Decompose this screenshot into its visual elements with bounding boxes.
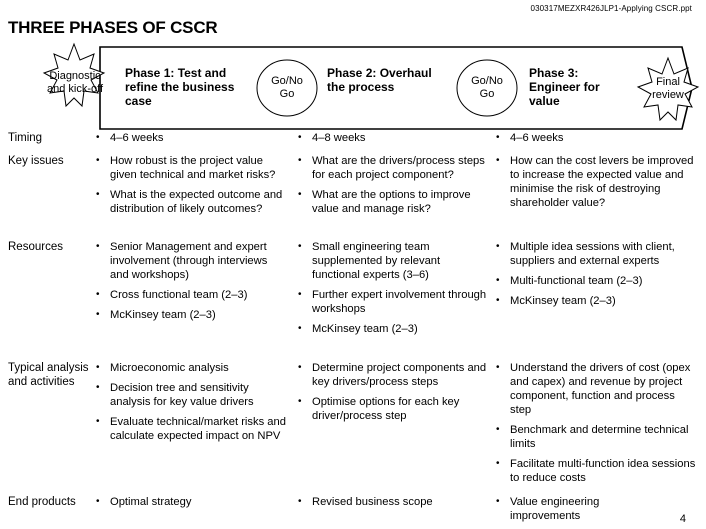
list-item: • McKinsey team (2–3) bbox=[298, 323, 418, 335]
bullet-icon: • bbox=[96, 309, 100, 320]
list-item: • Evaluate technical/market risks and calculate expected impact on NPV bbox=[96, 416, 286, 442]
bullet-icon: • bbox=[96, 416, 100, 427]
page-number: 4 bbox=[679, 513, 686, 525]
key-issues-phase-2 bbox=[298, 154, 488, 222]
bullet-icon: • bbox=[496, 275, 500, 286]
bullet-icon: • bbox=[496, 295, 500, 306]
list-item: • Facilitate multi-function idea sessions to reduce costs bbox=[496, 458, 696, 484]
bullet-icon: • bbox=[496, 155, 500, 166]
bullet-icon: • bbox=[298, 132, 302, 143]
list-item: • Microeconomic analysis bbox=[96, 362, 229, 374]
bullet-icon: • bbox=[496, 362, 500, 373]
phase-timeline-graphic bbox=[0, 0, 706, 130]
list-item: • Optimal strategy bbox=[96, 496, 192, 508]
bullet-icon: • bbox=[496, 241, 500, 252]
bullet-icon: • bbox=[298, 289, 302, 300]
bullet-icon: • bbox=[298, 362, 302, 373]
list-item: • What is the expected outcome and distribution of likely outcomes? bbox=[96, 189, 283, 215]
list-item: • What are the options to improve value and manage risk? bbox=[298, 189, 471, 215]
bullet-icon: • bbox=[298, 396, 302, 407]
list-item: • Multiple idea sessions with client, suppliers and external experts bbox=[496, 241, 675, 267]
bullet-icon: • bbox=[96, 132, 100, 143]
list-item: • Senior Management and expert involvement (through interviews and workshops) bbox=[96, 241, 268, 281]
list-item: • McKinsey team (2–3) bbox=[96, 309, 216, 321]
end-products-phase-3 bbox=[496, 495, 626, 529]
bullet-icon: • bbox=[96, 382, 100, 393]
row-label-resources: Resources bbox=[8, 241, 63, 253]
list-item: • Optimise options for each key driver/process step bbox=[298, 396, 460, 422]
resources-phase-3 bbox=[496, 240, 696, 314]
list-item: • Small engineering team supplemented by relevant functional experts (3–6) bbox=[298, 241, 441, 281]
list-item: • Benchmark and determine technical limits bbox=[496, 424, 689, 450]
list-item: • 4–6 weeks bbox=[96, 132, 164, 144]
list-item: • How robust is the project value given technical and market risks? bbox=[96, 155, 276, 181]
resources-phase-2 bbox=[298, 240, 488, 342]
list-item: • How can the cost levers be improved to increase the expected value and minimise the risk of destroying shareholder value? bbox=[496, 155, 694, 209]
key-issues-phase-3 bbox=[496, 154, 696, 216]
list-item: • Cross functional team (2–3) bbox=[96, 289, 248, 301]
row-label-timing: Timing bbox=[8, 132, 43, 144]
bullet-icon: • bbox=[298, 323, 302, 334]
bullet-icon: • bbox=[298, 155, 302, 166]
resources-phase-1 bbox=[96, 240, 286, 328]
diagnostic-kickoff-label: Diagnostic and kick-off bbox=[46, 70, 104, 95]
page-title: THREE PHASES OF CSCR bbox=[8, 18, 218, 37]
list-item: • Revised business scope bbox=[298, 496, 433, 508]
row-label-typical-analysis: Typical analysis and activities bbox=[8, 362, 89, 388]
gate-1-label: Go/No Go bbox=[271, 75, 303, 100]
bullet-icon: • bbox=[96, 289, 100, 300]
list-item: • Further expert involvement through workshops bbox=[298, 289, 487, 315]
analysis-phase-3 bbox=[496, 361, 696, 491]
bullet-icon: • bbox=[496, 132, 500, 143]
bullet-icon: • bbox=[298, 189, 302, 200]
list-item: • 4–8 weeks bbox=[298, 132, 366, 144]
list-item: • Understand the drivers of cost (opex and capex) and revenue by project component, function and process step bbox=[496, 362, 691, 416]
end-products-phase-1 bbox=[96, 495, 286, 515]
bullet-icon: • bbox=[96, 189, 100, 200]
gate-2-label: Go/No Go bbox=[471, 75, 503, 100]
bullet-icon: • bbox=[96, 496, 100, 507]
key-issues-phase-1 bbox=[96, 154, 291, 222]
timing-phase-2 bbox=[298, 131, 493, 151]
final-review-label: Final review bbox=[652, 76, 684, 101]
list-item: • Decision tree and sensitivity analysis for key value drivers bbox=[96, 382, 254, 408]
list-item: • Multi-functional team (2–3) bbox=[496, 275, 643, 287]
bullet-icon: • bbox=[496, 496, 500, 507]
bullet-icon: • bbox=[496, 424, 500, 435]
bullet-icon: • bbox=[96, 155, 100, 166]
row-label-key-issues: Key issues bbox=[8, 155, 64, 167]
analysis-phase-2 bbox=[298, 361, 488, 429]
list-item: • Determine project components and key drivers/process steps bbox=[298, 362, 487, 388]
phase-1-title: Phase 1: Test and refine the business case bbox=[125, 66, 235, 108]
list-item: • What are the drivers/process steps for each project component? bbox=[298, 155, 485, 181]
bullet-icon: • bbox=[298, 496, 302, 507]
bullet-icon: • bbox=[298, 241, 302, 252]
list-item: • Value engineering improvements bbox=[496, 496, 600, 522]
document-reference: 030317MEZXR426JLP1-Applying CSCR.ppt bbox=[530, 4, 692, 13]
bullet-icon: • bbox=[96, 362, 100, 373]
timing-phase-3 bbox=[496, 131, 696, 151]
bullet-icon: • bbox=[496, 458, 500, 469]
end-products-phase-2 bbox=[298, 495, 488, 515]
row-label-end-products: End products bbox=[8, 496, 76, 508]
phase-3-title: Phase 3: Engineer for value bbox=[529, 66, 600, 108]
phase-2-title: Phase 2: Overhaul the process bbox=[327, 66, 432, 94]
bullet-icon: • bbox=[96, 241, 100, 252]
list-item: • McKinsey team (2–3) bbox=[496, 295, 616, 307]
timing-phase-1 bbox=[96, 131, 291, 151]
analysis-phase-1 bbox=[96, 361, 286, 449]
list-item: • 4–6 weeks bbox=[496, 132, 564, 144]
